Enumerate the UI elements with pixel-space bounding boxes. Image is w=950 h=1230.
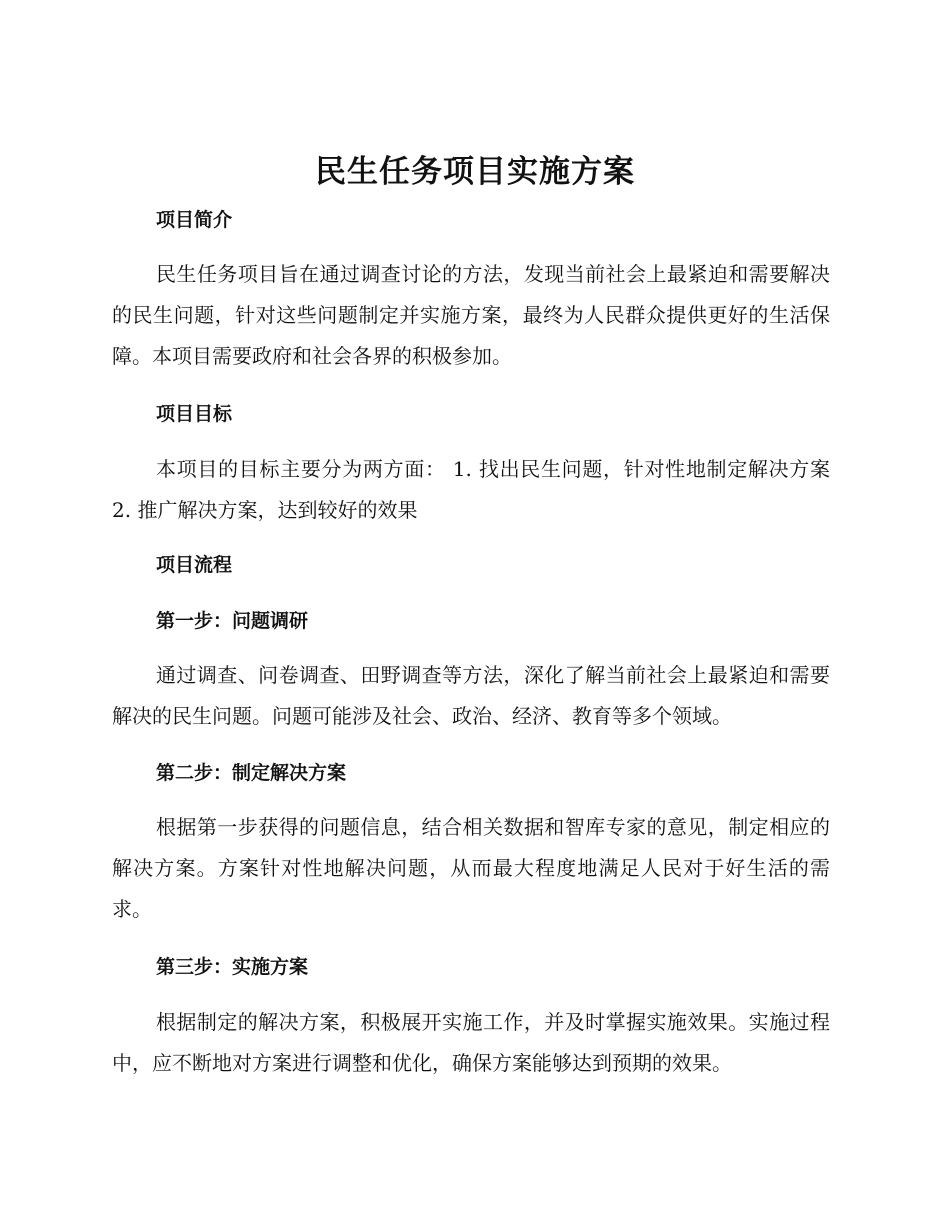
heading-step-three: 第三步：实施方案 [156,956,309,978]
paragraph-step-one: 通过调查、问卷调查、田野调查等方法，深化了解当前社会上最紧迫和需要解决的民生问题。问题可能涉及社会、政治、经济、教育等多个领域。 [112,663,830,728]
heading-step-two: 第二步：制定解决方案 [156,762,347,784]
paragraph-project-goals: 本项目的目标主要分为两方面： 1. 找出民生问题，针对性地制定解决方案 2. 推广解决方案，达到较好的效果 [112,457,830,522]
paragraph-step-three: 根据制定的解决方案，积极展开实施工作，并及时掌握实施效果。实施过程中，应不断地对方案进行调整和优化，确保方案能够达到预期的效果。 [112,1010,830,1075]
heading-step-one: 第一步：问题调研 [156,610,309,632]
heading-project-goals: 项目目标 [156,403,233,425]
paragraph-step-two: 根据第一步获得的问题信息，结合相关数据和智库专家的意见，制定相应的解决方案。方案针对性地解决问题，从而最大程度地满足人民对于好生活的需求。 [112,815,830,921]
heading-project-intro: 项目简介 [156,209,233,231]
paragraph-project-intro: 民生任务项目旨在通过调查讨论的方法，发现当前社会上最紧迫和需要解决的民生问题，针对这些问题制定并实施方案，最终为人民群众提供更好的生活保障。本项目需要政府和社会各界的积极参加。 [112,262,830,368]
heading-project-process: 项目流程 [156,554,233,576]
document-title: 民生任务项目实施方案 [315,154,635,190]
